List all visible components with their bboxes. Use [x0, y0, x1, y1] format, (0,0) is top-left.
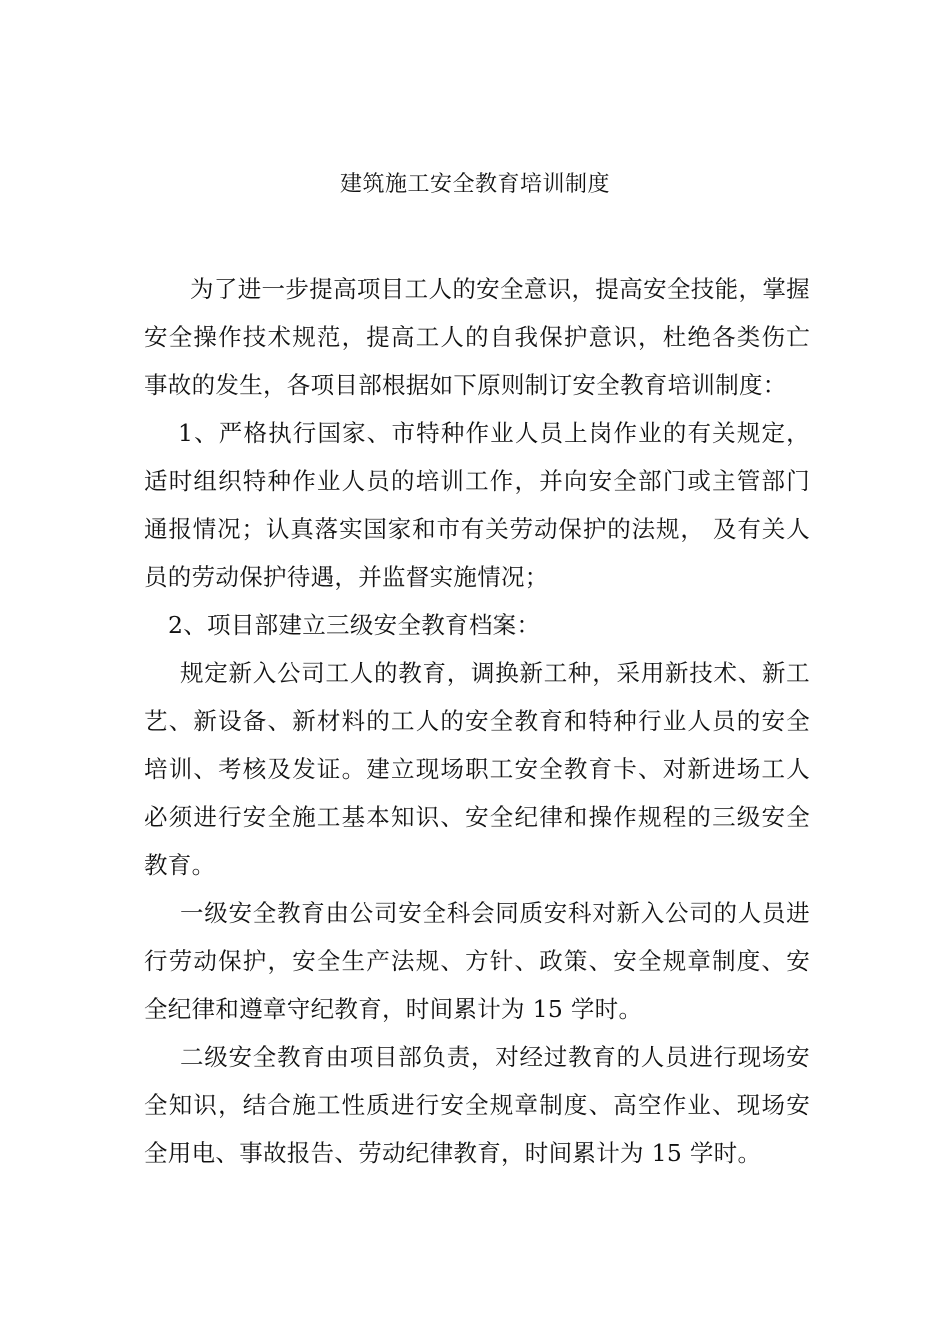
paragraph-new-worker-education: 规定新入公司工人的教育，调换新工种，采用新技术、新工艺、新设备、新材料的工人的安全教育和特种行业人员的安全培训、考核及发证。建立现场职工安全教育卡、对新进场工人必须进行安全施工基本知识、安全纪律和操作规程的三级安全教育。: [144, 659, 810, 879]
paragraph-level-1-education: 一级安全教育由公司安全科会同质安科对新入公司的人员进行劳动保护，安全生产法规、方针、政策、安全规章制度、安全纪律和遵章守纪教育，时间累计为 15 学时。: [144, 899, 810, 1023]
paragraph-intro: 为了进一步提高项目工人的安全意识，提高安全技能，掌握安全操作技术规范，提高工人的自我保护意识，杜绝各类伤亡事故的发生，各项目部根据如下原则制订安全教育培训制度：: [144, 275, 810, 399]
paragraph-item-2: 2、项目部建立三级安全教育档案：: [168, 611, 541, 639]
document-title: 建筑施工安全教育培训制度: [339, 172, 610, 197]
paragraph-item-1: 1、严格执行国家、市特种作业人员上岗作业的有关规定，适时组织特种作业人员的培训工作，并向安全部门或主管部门通报情况；认真落实国家和市有关劳动保护的法规， 及有关人员的劳动保护待遇，并监督实施情况；: [144, 419, 810, 591]
document-body: [144, 265, 810, 1177]
paragraph-level-2-education: 二级安全教育由项目部负责，对经过教育的人员进行现场安全知识，结合施工性质进行安全规章制度、高空作业、现场安全用电、事故报告、劳动纪律教育，时间累计为 15 学时。: [144, 1043, 810, 1167]
